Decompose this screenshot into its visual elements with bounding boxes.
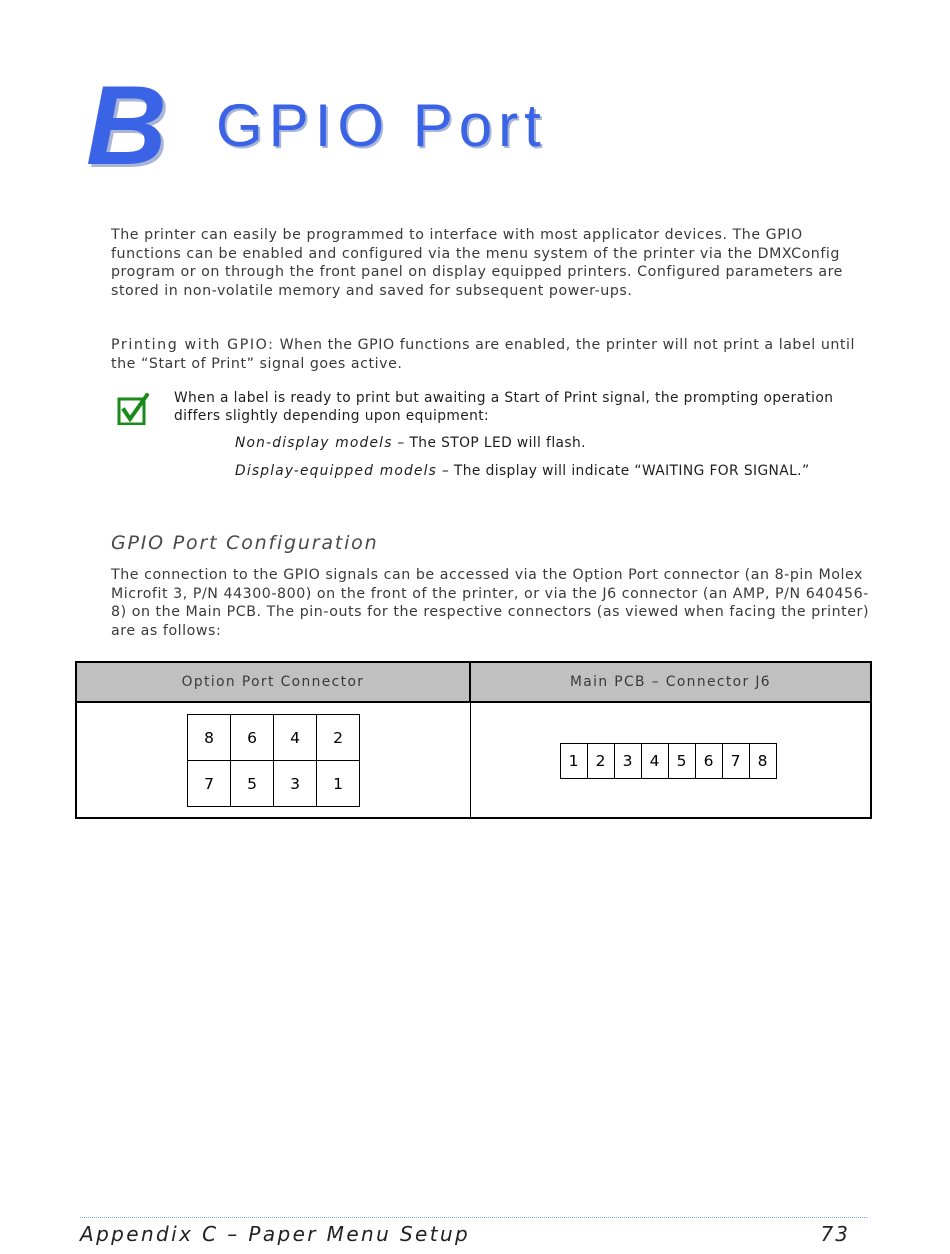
pin: 4 — [641, 744, 668, 779]
printing-paragraph — [111, 336, 871, 373]
note-item-label: Display-equipped models — [235, 463, 438, 479]
pin: 1 — [560, 744, 587, 779]
pin: 1 — [317, 761, 360, 807]
section-heading: GPIO Port Configuration — [111, 532, 379, 554]
j6-pin-row — [560, 743, 777, 779]
note-item-label: Non-display models — [235, 435, 393, 451]
pin: 8 — [188, 715, 231, 761]
note-item-non-display — [235, 435, 875, 451]
chapter-title: GPIO Port — [216, 92, 547, 159]
checkbox-check-icon — [117, 393, 149, 425]
option-port-pin-grid — [187, 714, 360, 807]
footer-section-title: Appendix C – Paper Menu Setup — [80, 1222, 471, 1246]
pin: 5 — [231, 761, 274, 807]
pin: 7 — [188, 761, 231, 807]
note-item-display-equipped — [235, 463, 875, 479]
pin: 6 — [231, 715, 274, 761]
pinout-table — [75, 661, 872, 819]
note-item-text: – The display will indicate “WAITING FOR SIGNAL.” — [437, 463, 810, 479]
pin: 5 — [668, 744, 695, 779]
config-paragraph: The connection to the GPIO signals can be accessed via the Option Port connector (an 8-pin Molex Microfit 3, P/N 44300-800) on the front of the printer, or via the J6 connector (an AMP, P/N 640456-8) on the Main PCB. The pin-outs for the respective connectors (as viewed when facing the printer) are as follows: — [111, 567, 870, 639]
table-header-main-pcb: Main PCB – Connector J6 — [470, 662, 871, 702]
intro-paragraph: The printer can easily be programmed to interface with most applicator devices. The GPIO functions can be enabled and configured via the menu system of the printer via the DMXConfig program or on through the front panel on display equipped printers. Configured parameters are stored in non-volatile memory and saved for subsequent power-ups. — [111, 227, 843, 299]
printing-label: Printing with GPIO: — [111, 337, 275, 353]
pin: 3 — [614, 744, 641, 779]
pin: 4 — [274, 715, 317, 761]
note-text: When a label is ready to print but awaiting a Start of Print signal, the prompting operation differs slightly depending upon equipment: — [174, 390, 834, 424]
pin: 8 — [749, 744, 776, 779]
table-header-option-port: Option Port Connector — [76, 662, 470, 702]
footer-divider — [80, 1217, 867, 1218]
pin: 2 — [587, 744, 614, 779]
main-pcb-cell — [470, 702, 871, 818]
pin: 7 — [722, 744, 749, 779]
note-item-text: – The STOP LED will flash. — [392, 435, 586, 451]
chapter-letter: B — [86, 63, 167, 188]
page-number: 73 — [820, 1222, 850, 1246]
pin: 2 — [317, 715, 360, 761]
pin: 3 — [274, 761, 317, 807]
pin: 6 — [695, 744, 722, 779]
option-port-cell — [76, 702, 470, 818]
printing-text: When the GPIO functions are enabled, the printer will not print a label until the “Start of Print” signal goes active. — [111, 337, 856, 372]
